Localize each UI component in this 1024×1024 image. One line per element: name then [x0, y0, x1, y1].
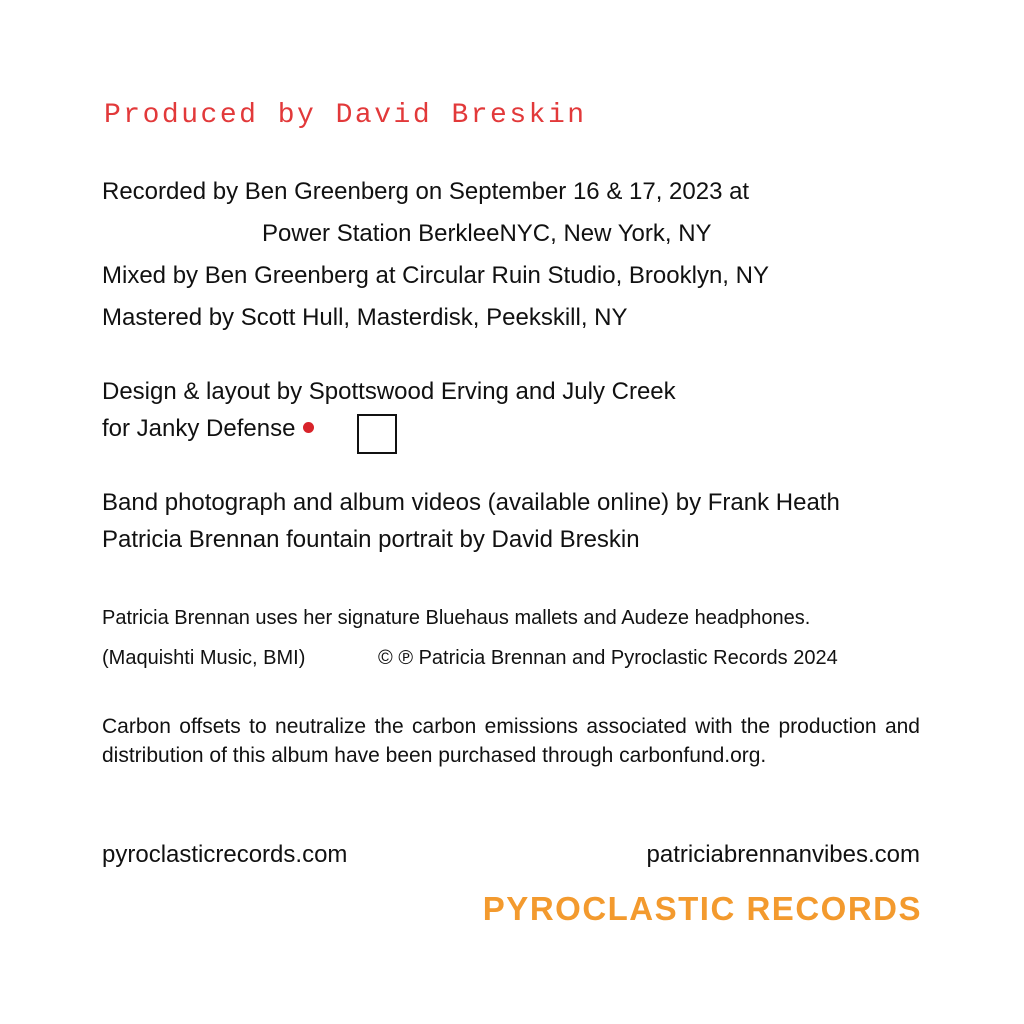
photo-credit-line2: Patricia Brennan fountain portrait by David Breskin: [102, 526, 640, 553]
red-dot-logo-icon: [303, 422, 314, 433]
copyright-note: © ℗ Patricia Brennan and Pyroclastic Records 2024: [378, 647, 838, 669]
design-credit-text: for Janky Defense: [102, 415, 296, 442]
label-logo-text: PYROCLASTIC RECORDS: [482, 890, 922, 927]
gear-note: Patricia Brennan uses her signature Bluehaus mallets and Audeze headphones.: [102, 607, 811, 629]
square-logo-icon: [357, 414, 397, 454]
mixed-credit: Mixed by Ben Greenberg at Circular Ruin Studio, Brooklyn, NY: [102, 262, 769, 289]
publishing-note: (Maquishti Music, BMI): [102, 647, 306, 669]
mastered-credit: Mastered by Scott Hull, Masterdisk, Peekskill, NY: [102, 304, 628, 331]
recorded-credit-line1: Recorded by Ben Greenberg on September 16 & 17, 2023 at: [102, 178, 750, 205]
photo-credit-line1: Band photograph and album videos (available online) by Frank Heath: [102, 489, 840, 516]
artist-website-link[interactable]: patriciabrennanvibes.com: [646, 841, 920, 868]
label-website-link[interactable]: pyroclasticrecords.com: [102, 841, 348, 868]
producer-credit: Produced by David Breskin: [104, 100, 587, 131]
carbon-offset-note: Carbon offsets to neutralize the carbon emissions associated with the production and distribution of this album have been purchased through carbonfund.org.: [102, 715, 920, 767]
design-credit-line1: Design & layout by Spottswood Erving and July Creek: [102, 378, 676, 405]
recorded-credit-line2: Power Station BerkleeNYC, New York, NY: [262, 220, 712, 247]
design-credit-line2: [102, 414, 314, 444]
